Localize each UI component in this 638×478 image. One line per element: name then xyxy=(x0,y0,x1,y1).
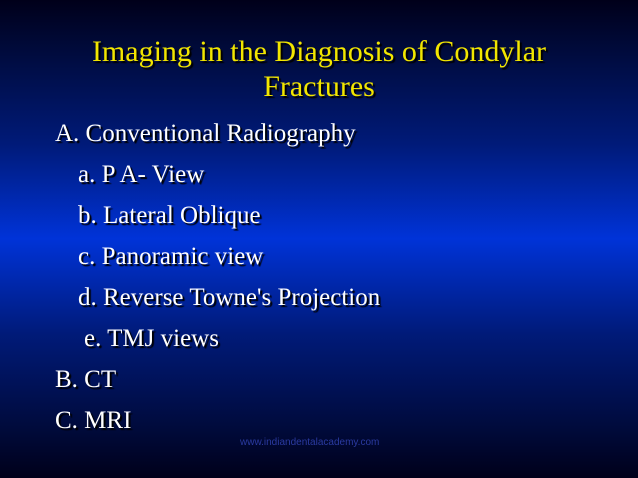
title-line-2: Fractures xyxy=(263,70,375,103)
outline-subitem-e: e. TMJ views xyxy=(84,325,219,352)
outline-subitem-d: d. Reverse Towne's Projection xyxy=(78,284,381,311)
outline-item-a: A. Conventional Radiography xyxy=(55,120,356,147)
outline-subitem-b: b. Lateral Oblique xyxy=(78,202,261,229)
footer-watermark: www.indiandentalacademy.com xyxy=(240,437,380,448)
outline-subitem-c: c. Panoramic view xyxy=(78,243,264,270)
outline-item-b: B. CT xyxy=(55,366,117,393)
outline-subitem-a: a. P A- View xyxy=(78,161,205,188)
title-line-1: Imaging in the Diagnosis of Condylar xyxy=(91,35,547,68)
outline-item-c: C. MRI xyxy=(55,407,132,434)
